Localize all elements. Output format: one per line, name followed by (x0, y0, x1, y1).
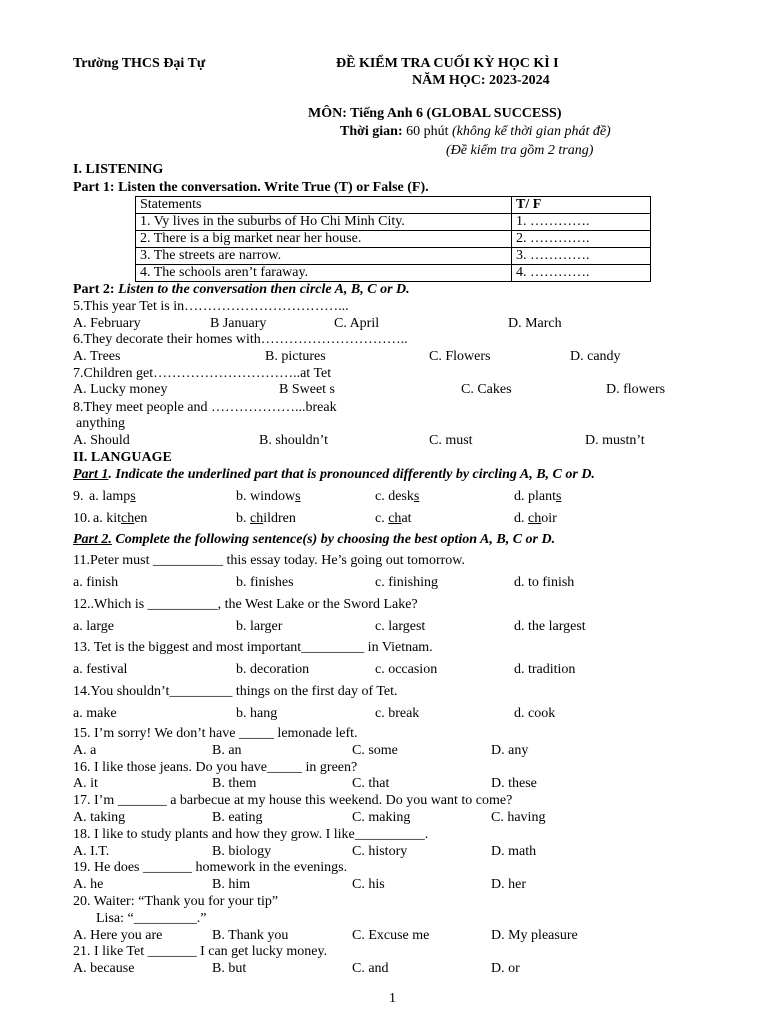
option: D. March (508, 316, 562, 331)
answer-cell: 1. …………. (512, 214, 651, 231)
option: C. Cakes (461, 382, 512, 397)
part2-label: Part 2. (73, 532, 112, 547)
option: C. Excuse me (352, 928, 430, 943)
question-8: 8.They meet people and ………………...break (73, 400, 337, 415)
option: c. desks (375, 489, 420, 504)
option: D. any (491, 743, 529, 758)
options-row (0, 742, 768, 759)
option: B. them (212, 776, 257, 791)
question-16: 16. I like those jeans. Do you have_____ in green? (73, 760, 358, 775)
statement-cell: 1. Vy lives in the suburbs of Ho Chi Minh City. (136, 214, 512, 231)
option: D. these (491, 776, 537, 791)
option: d. tradition (514, 662, 576, 677)
options-row (0, 432, 768, 449)
school-name: Trường THCS Đại Tự (73, 56, 206, 71)
option: a. festival (73, 662, 128, 677)
option: C. must (429, 433, 473, 448)
question-7: 7.Children get…………………………..at Tet (73, 366, 332, 381)
option: C. history (352, 844, 408, 859)
option: c. chat (375, 511, 412, 526)
table-row (136, 265, 651, 282)
option: C. Flowers (429, 349, 491, 364)
part2-instruction: Listen to the conversation then circle A, B, C or D. (118, 282, 410, 297)
option: b. finishes (236, 575, 294, 590)
part2-label: Part 2: (73, 282, 115, 297)
statements-table (135, 196, 651, 282)
option: C. his (352, 877, 385, 892)
option: D. My pleasure (491, 928, 578, 943)
option: C. April (334, 316, 380, 331)
table-header-row (136, 197, 651, 214)
option: a. finish (73, 575, 119, 590)
page-number: 1 (389, 991, 396, 1006)
time-label: Thời gian: (340, 124, 403, 139)
option: A. I.T. (73, 844, 110, 859)
option: B January (210, 316, 267, 331)
school-year: NĂM HỌC: 2023-2024 (412, 73, 550, 88)
subject: MÔN: Tiếng Anh 6 (GLOBAL SUCCESS) (308, 106, 562, 121)
question-20: 20. Waiter: “Thank you for your tip” (73, 894, 279, 909)
option: B. pictures (265, 349, 326, 364)
option: A. Trees (73, 349, 121, 364)
question-number: 9. (73, 489, 84, 504)
question-12: 12..Which is __________, the West Lake or the Sword Lake? (73, 597, 418, 612)
options-row (0, 661, 768, 678)
option: a. kitchen (93, 511, 148, 526)
question-19: 19. He does _______ homework in the evenings. (73, 860, 348, 875)
option: B. shouldn’t (259, 433, 328, 448)
part1-label: Part 1 (73, 467, 109, 482)
option: a. make (73, 706, 117, 721)
question-5: 5.This year Tet is in……………………………... (73, 299, 349, 314)
option: C. and (352, 961, 389, 976)
part2-instruction: Complete the following sentence(s) by choosing the best option A, B, C or D. (111, 532, 556, 547)
option: C. making (352, 810, 411, 825)
answer-cell: 3. …………. (512, 248, 651, 265)
exam-title: ĐỀ KIỂM TRA CUỐI KỲ HỌC KÌ I (336, 56, 559, 71)
option: a. lamps (89, 489, 136, 504)
listening-part1-title: Part 1: Listen the conversation. Write True (T) or False (F). (73, 180, 429, 195)
table-header-tf: T/ F (512, 197, 651, 214)
option: B. him (212, 877, 251, 892)
option: d. to finish (514, 575, 575, 590)
time-note: (không kể thời gian phát đề) (452, 124, 611, 139)
options-row (0, 960, 768, 977)
table-row (136, 214, 651, 231)
options-row (0, 775, 768, 792)
option: A. taking (73, 810, 126, 825)
question-6: 6.They decorate their homes with………………………….. (73, 332, 408, 347)
option: A. it (73, 776, 98, 791)
question-number: 10. (73, 511, 91, 526)
option: D. her (491, 877, 526, 892)
option: b. windows (236, 489, 301, 504)
option: c. break (375, 706, 420, 721)
question-21: 21. I like Tet _______ I can get lucky money. (73, 944, 328, 959)
options-row (0, 843, 768, 860)
option: b. larger (236, 619, 283, 634)
table-row (136, 248, 651, 265)
option: B. biology (212, 844, 272, 859)
question-9 (0, 488, 768, 505)
option: D. flowers (606, 382, 666, 397)
option: B. Thank you (212, 928, 289, 943)
question-15: 15. I’m sorry! We don’t have _____ lemonade left. (73, 726, 358, 741)
language-part1-title (73, 466, 595, 483)
question-18: 18. I like to study plants and how they grow. I like__________. (73, 827, 429, 842)
listening-part2-title (73, 281, 410, 298)
option: A. Lucky money (73, 382, 168, 397)
language-part2-title (73, 531, 555, 548)
option: b. children (236, 511, 296, 526)
option: C. having (491, 810, 546, 825)
option: A. a (73, 743, 97, 758)
pages-note: (Đề kiểm tra gồm 2 trang) (446, 143, 594, 158)
option: B. an (212, 743, 242, 758)
option: d. plants (514, 489, 562, 504)
option: d. cook (514, 706, 556, 721)
option: b. decoration (236, 662, 310, 677)
table-row (136, 231, 651, 248)
option: D. or (491, 961, 520, 976)
option: B. but (212, 961, 247, 976)
option: a. large (73, 619, 114, 634)
option: A. Should (73, 433, 130, 448)
option: c. occasion (375, 662, 438, 677)
option: A. he (73, 877, 104, 892)
answer-cell: 4. …………. (512, 265, 651, 282)
option: A. February (73, 316, 141, 331)
statement-cell: 3. The streets are narrow. (136, 248, 512, 265)
statement-cell: 2. There is a big market near her house. (136, 231, 512, 248)
options-row (0, 927, 768, 944)
table-header-statements: Statements (136, 197, 512, 214)
statement-cell: 4. The schools aren’t faraway. (136, 265, 512, 282)
question-8-cont: anything (76, 416, 125, 431)
option: C. some (352, 743, 398, 758)
option: b. hang (236, 706, 278, 721)
option: A. Here you are (73, 928, 163, 943)
question-20-reply: Lisa: “_________.” (96, 911, 207, 926)
question-13: 13. Tet is the biggest and most important_________ in Vietnam. (73, 640, 433, 655)
question-17: 17. I’m _______ a barbecue at my house this weekend. Do you want to come? (73, 793, 513, 808)
option: C. that (352, 776, 390, 791)
options-row (0, 348, 768, 365)
option: d. the largest (514, 619, 586, 634)
time-line (340, 123, 611, 140)
options-row (0, 705, 768, 722)
options-row (0, 618, 768, 635)
question-10 (0, 510, 768, 527)
options-row (0, 809, 768, 826)
options-row (0, 574, 768, 591)
option: D. mustn’t (585, 433, 645, 448)
option: D. candy (570, 349, 621, 364)
options-row (0, 381, 768, 398)
option: B. eating (212, 810, 263, 825)
option: A. because (73, 961, 135, 976)
language-heading: II. LANGUAGE (73, 450, 172, 465)
question-14: 14.You shouldn’t_________ things on the first day of Tet. (73, 684, 398, 699)
option: d. choir (514, 511, 557, 526)
option: c. finishing (375, 575, 438, 590)
question-11: 11.Peter must __________ this essay today. He’s going out tomorrow. (73, 553, 465, 568)
options-row (0, 876, 768, 893)
part1-instruction: . Indicate the underlined part that is pronounced differently by circling A, B, C or D. (108, 467, 595, 482)
time-value: 60 phút (406, 124, 449, 139)
options-row (0, 315, 768, 332)
option: D. math (491, 844, 537, 859)
answer-cell: 2. …………. (512, 231, 651, 248)
listening-heading: I. LISTENING (73, 162, 164, 177)
option: B Sweet s (279, 382, 335, 397)
option: c. largest (375, 619, 426, 634)
